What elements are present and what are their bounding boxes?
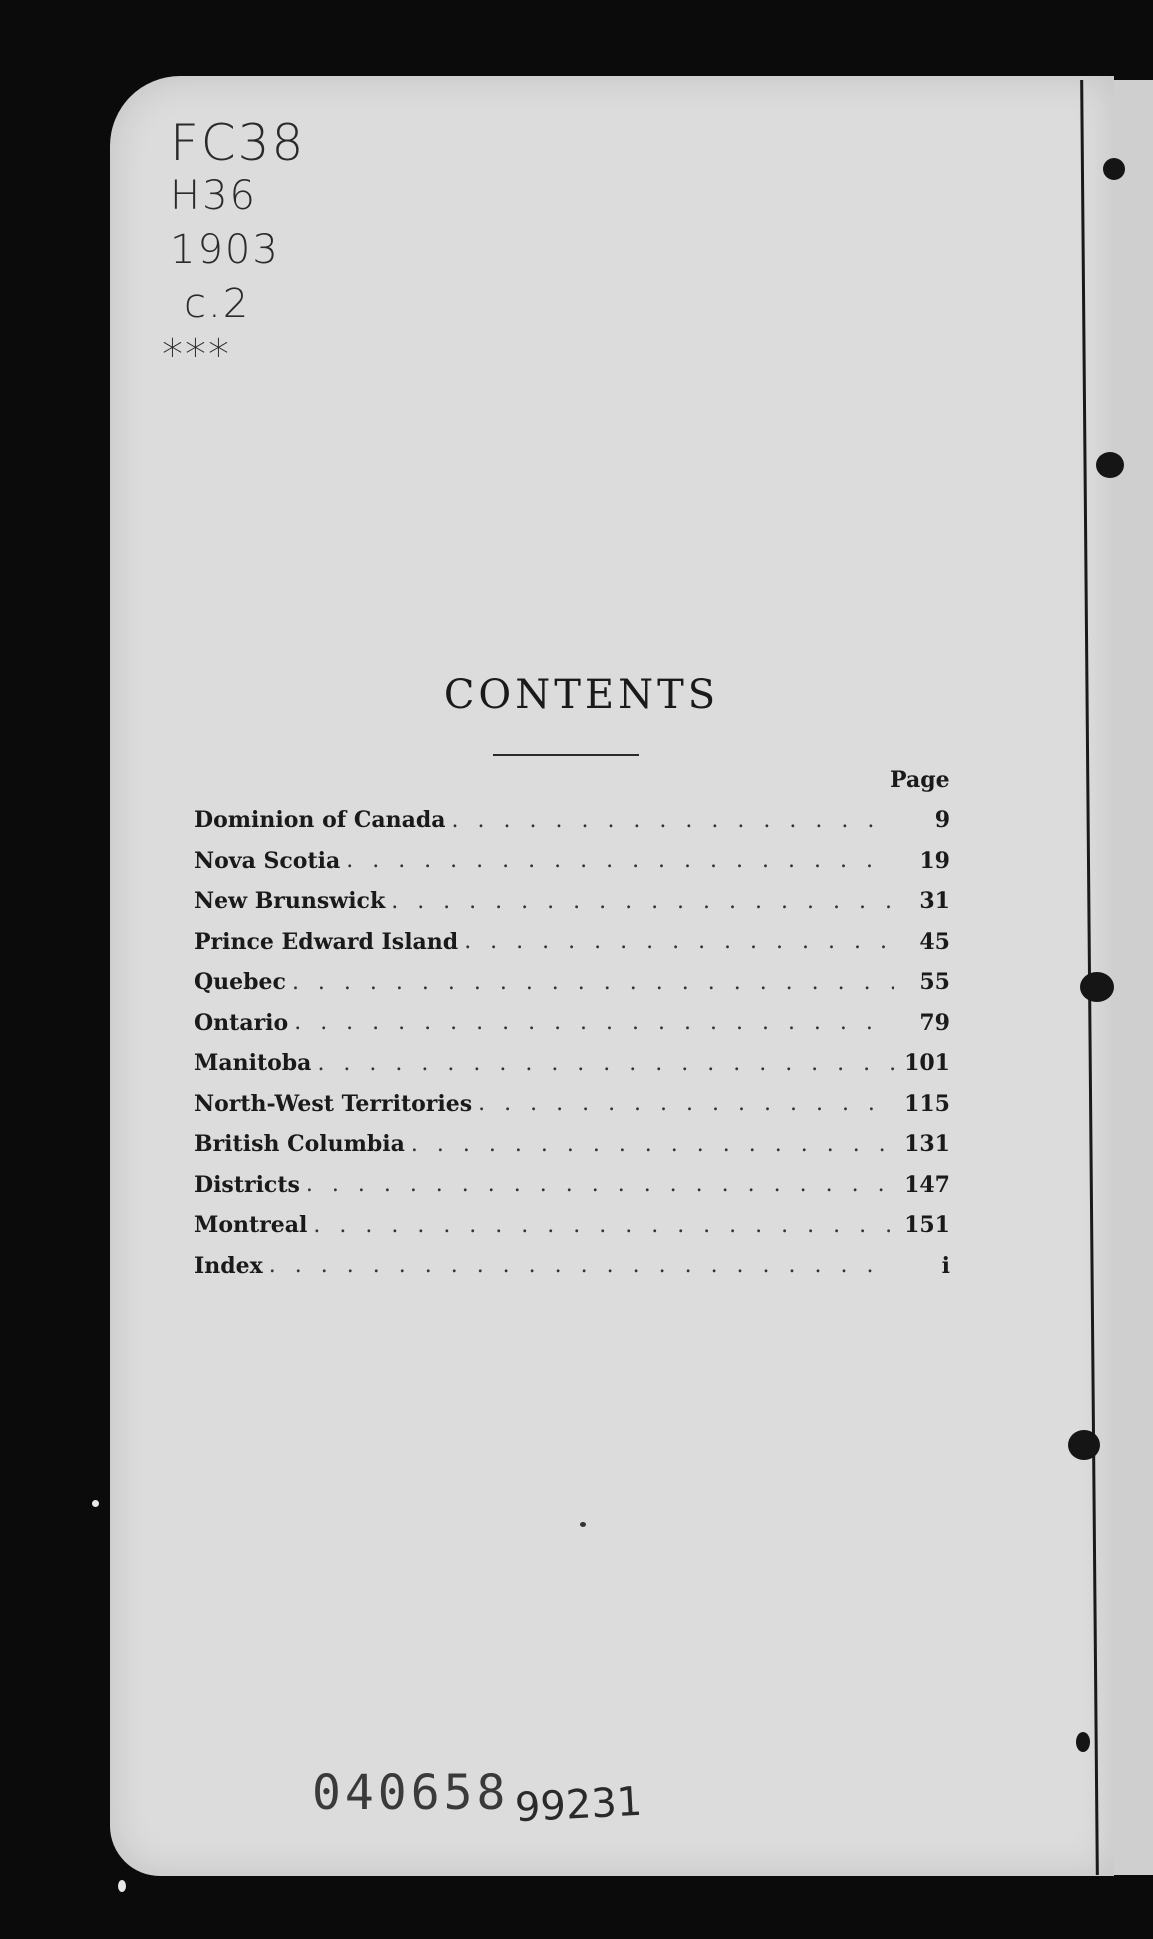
binding-stitch-5 xyxy=(1076,1732,1090,1752)
title-rule xyxy=(493,754,639,756)
binding-stitch-2 xyxy=(1096,452,1124,478)
toc-entry xyxy=(194,1124,950,1165)
toc-entry-title: Montreal xyxy=(194,1212,308,1239)
toc-entry-page: 79 xyxy=(919,1009,950,1036)
toc-entry xyxy=(194,1084,950,1125)
toc-entry-title: Quebec xyxy=(194,969,286,996)
toc-leader-dots xyxy=(292,970,894,995)
toc-entry xyxy=(194,1165,950,1206)
dust-speck xyxy=(118,1880,126,1892)
toc-entry-page: 131 xyxy=(904,1131,950,1158)
toc-entry-page: 55 xyxy=(919,969,950,996)
toc-entry-title: Dominion of Canada xyxy=(194,807,446,834)
toc-leader-dots xyxy=(411,1132,894,1157)
accession-handwritten-number: 99231 xyxy=(513,1778,644,1832)
toc-entry-page: 45 xyxy=(919,928,950,955)
toc-entry-title: North-West Territories xyxy=(194,1090,473,1117)
toc-entry xyxy=(194,1246,950,1287)
toc-leader-dots xyxy=(452,808,894,833)
call-number-line-4: c.2 xyxy=(184,281,251,327)
toc-entry-page: 151 xyxy=(904,1212,950,1239)
page-title: CONTENTS xyxy=(443,672,720,718)
toc-entry-page: 9 xyxy=(934,807,950,834)
handwritten-call-number xyxy=(162,114,306,379)
toc-entry-title: Ontario xyxy=(194,1009,289,1036)
toc-entry-title: Districts xyxy=(194,1171,300,1198)
toc-entry xyxy=(194,800,950,841)
toc-leader-dots xyxy=(464,929,894,954)
toc-entry-title: Prince Edward Island xyxy=(194,928,459,955)
page-column-label: Page xyxy=(890,767,950,793)
toc-entry-title: Manitoba xyxy=(194,1050,312,1077)
toc-leader-dots xyxy=(294,1010,894,1035)
toc-leader-dots xyxy=(478,1091,894,1116)
call-number-line-2: H36 xyxy=(170,173,257,219)
toc-entry-page: 101 xyxy=(904,1050,950,1077)
toc-entry xyxy=(194,922,950,963)
toc-entry-title: British Columbia xyxy=(194,1131,405,1158)
toc-leader-dots xyxy=(346,848,894,873)
toc-entry xyxy=(194,1043,950,1084)
table-of-contents xyxy=(194,800,950,1286)
toc-leader-dots xyxy=(313,1213,894,1238)
call-number-line-5: *** xyxy=(162,330,231,379)
binding-stitch-1 xyxy=(1103,158,1125,180)
binding-stitch-4 xyxy=(1068,1430,1100,1460)
toc-leader-dots xyxy=(391,889,894,914)
toc-entry xyxy=(194,881,950,922)
toc-leader-dots xyxy=(269,1253,894,1278)
binding-stitch-3 xyxy=(1080,972,1114,1002)
toc-entry-page: 115 xyxy=(904,1090,950,1117)
toc-entry-page: 31 xyxy=(919,888,950,915)
dust-speck xyxy=(580,1522,586,1527)
toc-entry-page: 19 xyxy=(919,847,950,874)
toc-entry xyxy=(194,841,950,882)
toc-entry xyxy=(194,1003,950,1044)
toc-leader-dots xyxy=(317,1051,894,1076)
toc-entry xyxy=(194,1205,950,1246)
toc-entry-title: New Brunswick xyxy=(194,888,386,915)
toc-entry-page: 147 xyxy=(904,1171,950,1198)
dust-speck xyxy=(92,1500,99,1507)
call-number-line-3: 1903 xyxy=(170,227,280,273)
toc-entry-page: i xyxy=(941,1252,950,1279)
accession-stamp-number: 040658 xyxy=(312,1765,510,1821)
call-number-line-1: FC38 xyxy=(170,114,306,172)
toc-leader-dots xyxy=(306,1172,894,1197)
toc-entry-title: Nova Scotia xyxy=(194,847,341,874)
toc-entry xyxy=(194,962,950,1003)
toc-entry-title: Index xyxy=(194,1252,263,1279)
